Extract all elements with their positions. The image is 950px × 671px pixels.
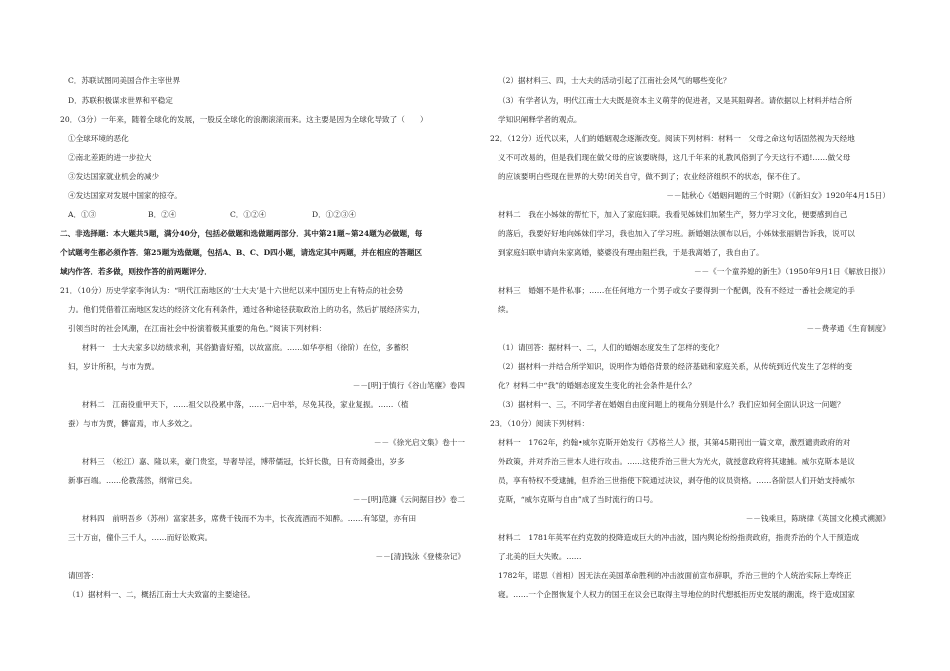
q19-option-d: D．苏联积极谋求世界和平稳定 bbox=[68, 96, 173, 105]
q21-material-3-line2: 新事百端。……伦教荡然，纲常已矣。 bbox=[68, 476, 198, 485]
q21-material-4-line2: 三十万亩，僮仆三千人，……而好讼败宾。 bbox=[68, 533, 213, 542]
q21-question-1: （1）据材料一、二，概括江南士大夫致富的主要途径。 bbox=[68, 590, 256, 599]
q22-material-2-line1: 材料二 我在小姊妹的帮忙下，加入了家庭妇联。我看见姊妹们加紧生产，努力学习文化，便要感到自己 bbox=[498, 210, 848, 219]
q23-material-2-line3: 1782年，诺思（首相）因无法在美国革命胜利的冲击波面前宣布辞职，乔治三世的个人统治实际上寿终正 bbox=[498, 571, 852, 580]
q20-item-4: ④发达国家对发展中国家的掠夺。 bbox=[68, 191, 182, 200]
section-2-instructions-line1: 二、非选择题：本大题共5题，满分40分，包括必做题和选做题两部分．其中第21题~第24题为必做题，每 bbox=[60, 229, 423, 238]
q21-question-2: （2）据材料三、四，士大夫的活动引起了江南社会风气的哪些变化？ bbox=[498, 76, 731, 85]
q20-choice-c: C．①②④ bbox=[230, 210, 267, 219]
q23-material-2-line4: 寝。……一个企图恢复个人权力的国王在议会已取得主导地位的时代想抵拒历史发展的潮流，终于造成国家 bbox=[498, 590, 855, 599]
q22-line2: 义不可改易的，但是我们现在做父母的应该要晓得，这几千年来的礼教风俗到了今天这行不通!……做父母 bbox=[498, 153, 851, 162]
q20-item-3: ③发达国家就业机会的减少 bbox=[68, 172, 160, 181]
q21-material-4-source: －－[清]钱泳《登楼杂记》 bbox=[375, 552, 465, 561]
q19-option-c: C．苏联试图同美国合作主宰世界 bbox=[68, 76, 181, 85]
q21-material-1-line2: 妇，岁计所积，与市为贾。 bbox=[68, 362, 160, 371]
q23-material-1-line4: 克斯，“威尔克斯与自由”成了当时流行的口号。 bbox=[498, 495, 658, 504]
section-2-instructions-line2: 个试题考生都必须作答．第25题为选做题，包括A、B、C、D四小题，请选定其中两题，并在相应的答题区 bbox=[60, 248, 423, 257]
q20-choice-b: B．②④ bbox=[148, 210, 177, 219]
q22-material-2-source: －－《一个童养媳的新生》（1950年9月1日《解放日报》） bbox=[693, 267, 890, 276]
q22-question-1: （1）请回答：据材料一、二，人们的婚姻态度发生了怎样的变化？ bbox=[498, 343, 724, 352]
q21-question-3-line2: 学知识阐释学者的观点。 bbox=[498, 115, 582, 124]
q20-item-1: ①全球环境的恶化 bbox=[68, 134, 129, 143]
q22-question-2-line1: （2）据材料一并结合所学知识，说明作为婚俗背景的经济基础和家庭关系，从传统到近代发生了怎样的变 bbox=[498, 362, 853, 371]
q20-choice-a: A．①③ bbox=[68, 210, 97, 219]
q20-item-2: ②南北差距的进一步拉大 bbox=[68, 153, 152, 162]
q22-material-1-source: －－陆秋心《婚姻问题的三个时期》（《新妇女》1920年4月15日） bbox=[666, 191, 890, 200]
q23-material-1-line1: 材料一 1762年，约翰•威尔克斯开始发行《苏格兰人》报，其第45期刊出一篇文章，激烈谴责政府的对 bbox=[498, 438, 851, 447]
q21-material-2-line2: 蚕）与市为贾，髒富焉，市人多效之。 bbox=[68, 419, 198, 428]
q21-material-2-source: －－《徐光启文集》卷十一 bbox=[373, 438, 465, 447]
q23-stem: 23．（10分）阅读下列材料： bbox=[490, 419, 590, 428]
q22-material-3-line2: 续。 bbox=[498, 305, 514, 314]
q21-intro-line3: 引领当时的社会风潮，在江南社会中扮演着极其重要的角色。”阅读下列材料： bbox=[68, 324, 327, 333]
q22-line3: 的应该要明白些现在世界的大势!闭关自守，做不到了；农业经济组织不的状态，保不住了。 bbox=[498, 172, 805, 181]
q23-material-2-line2: 了北美的巨大失败。…… bbox=[498, 552, 582, 561]
section-2-instructions-line3: 域内作答．若多做，则按作答的前两题评分． bbox=[60, 267, 212, 276]
q23-material-2-line1: 材料二 1781年英军在约克敦的投降造成巨大的冲击波，国内舆论纷纷指责政府，指责乔治的个人干预造成 bbox=[498, 533, 860, 542]
q22-material-2-line2: 的落后，我要好好地向姊妹们学习，我也加入了学习班。新婚姻法颁布以后，小姊妹张丽娟告诉我，说可以 bbox=[498, 229, 855, 238]
q22-material-3-line1: 材料三 婚姻不是件私事；……在任何地方一个男子或女子要得到一个配偶，没有不经过一番社会规定的手 bbox=[498, 286, 855, 295]
q22-question-3: （3）据材料一、三，不同学者在婚姻自由度问题上的视角分别是什么？我们应如何全面认识这一问题？ bbox=[498, 400, 845, 409]
q22-material-3-source: －－费孝通《生育制度》 bbox=[806, 324, 890, 333]
q21-question-3-line1: （3）有学者认为，明代江南士大夫既是资本主义萌芽的促进者，又是其阻碍者。请依据以上材料并结合所 bbox=[498, 96, 853, 105]
q22-line1: 22．（12分）近代以来，人们的婚姻观念逐渐改变。阅读下列材料：材料一 父母之命这句话固然视为天经地 bbox=[490, 134, 855, 143]
q21-intro-line1: 21．（10分）历史学家李洵认为：“明代江南地区的‘士大夫’是十六世纪以来中国历史上有特点的社会势 bbox=[60, 286, 404, 295]
q21-ask: 请回答： bbox=[68, 571, 99, 580]
q21-material-2-line1: 材料二 江南役重甲天下，……祖父以役累中落，……一启中举，尽免其役，家业复振。……（植 bbox=[82, 400, 409, 409]
q20-choice-d: D．①②③④ bbox=[312, 210, 357, 219]
q23-material-1-line2: 外政策，并对乔治三世本人进行攻击。……这使乔治三世大为光火，就授意政府将其逮捕。威尔克斯本是议 bbox=[498, 457, 855, 466]
q23-material-1-line3: 员，享有特权不受逮捕，但乔治三世指使下院通过决议，剥夺他的议员资格。……各阶层人们开始支持威尔 bbox=[498, 476, 855, 485]
q23-material-1-source: －－钱乘旦，陈晓律《英国文化模式溯源》 bbox=[745, 514, 890, 523]
q21-material-3-line1: 材料三 （松江）嘉、隆以来，豪门贵室，导奢导淫，博带儒冠，长奸长傲，日有奇闻叠出，岁多 bbox=[82, 457, 405, 466]
q21-material-1-source: －－[明]于慎行《谷山笔麈》卷四 bbox=[352, 381, 465, 390]
q22-material-2-line3: 到家庭妇联申请向朱家离婚，婆婆没有理由阻拦我，于是我离婚了，我自由了。 bbox=[498, 248, 764, 257]
q21-material-3-source: －－[明]范濂《云间据目抄》卷二 bbox=[352, 495, 465, 504]
q21-material-4-line1: 材料四 前明吾乡（苏州）富家甚多，席费千钱而不为丰，长夜流酒而不知醉。……有邹望，亦有田 bbox=[82, 514, 417, 523]
q20-stem: 20．（3分）一年来，随着全球化的发展，一股反全球化的浪潮滚滚而来。这主要是因为全球化导致了（ ） bbox=[60, 115, 428, 124]
q21-material-1-line1: 材料一 士大夫家多以纺绩求利，其俗勤啬好殖，以故富庶。……如华亭相（徐阶）在位，多蓄织 bbox=[82, 343, 409, 352]
q21-intro-line2: 力。他们凭借着江南地区发达的经济文化有利条件，通过各种途径获取政治上的功名，然后扩展经济实力， bbox=[68, 305, 425, 314]
q22-question-2-line2: 化？材料二中“我”的婚姻态度发生变化的社会条件是什么？ bbox=[498, 381, 696, 390]
